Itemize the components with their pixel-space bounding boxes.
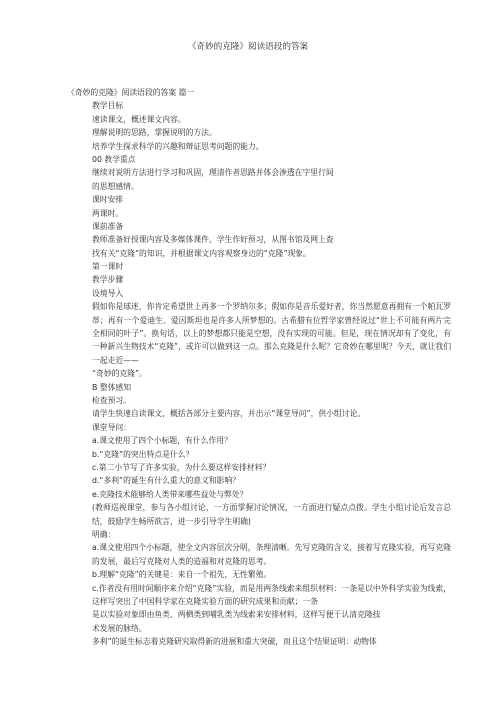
paragraph-line: a.课文使用了四个小标题，有什么作用？: [92, 436, 232, 446]
paragraph-line: 课时安排: [92, 195, 124, 205]
paragraph-line: c.作者没有用时间顺序来介绍“克隆”实验，而是用两条线索来组织材料：一条是以中外科学实验为线索，这样写突出了中国科学家在克隆实验方面的研究成果和贡献；一条: [92, 583, 451, 606]
paragraph-line: (教师巡视课堂，参与各小组讨论，一方面掌握讨论情况，一方面进行疑点点拨。学生小组讨论后发言总结，鼓励学生畅所欲言，进一步引导学生明确): [92, 503, 451, 526]
paragraph-line: 检查预习。: [92, 396, 131, 406]
paragraph-line: 课前准备: [92, 221, 124, 231]
paragraph-line: 请学生快速自读课文，概括各部分主要内容，并出示“课堂导问”，供小组讨论。: [92, 409, 366, 419]
paragraph-line: B 整体感知: [92, 382, 132, 392]
paragraph-line: 速读课文，概述课文内容。: [92, 114, 186, 124]
paragraph-line: 假如你是球迷，你肯定希望世上再多一个罗纳尔多；假如你是音乐爱好者，你当然愿意再拥有一个帕瓦罗蒂；再有一个爱迪生、爱因斯坦也是许多人所梦想的。古希腊有位哲学家曾经说过“世上不可能有两片完全相同的叶子”。换句话，以上的梦想都只能是空想，没有实现的可能。但是，现在情况却有了变化，有一种新兴生物技术“克隆”，或许可以做到这一点。那么克隆是什么呢？它奇妙在哪里呢？今天，就让我们一起走近——: [92, 302, 451, 365]
paragraph-line: 00 教学重点: [92, 154, 136, 164]
paragraph-line: 《奇妙的克隆》阅读语段的答案 篇一: [67, 88, 195, 97]
paragraph-line: 两课时。: [92, 208, 124, 218]
paragraph-line: e.克隆技术能够给人类带来哪些益处与弊处？: [92, 489, 248, 499]
paragraph-line: “奇妙的克隆”。: [92, 369, 147, 379]
paragraph-line: 教学目标: [92, 101, 124, 111]
paragraph-line: 课堂导问：: [92, 422, 131, 432]
paragraph-line: 术发展的脉络。: [92, 623, 147, 633]
paragraph-line: a.课文使用四个小标题，使全文内容层次分明，条理清晰。先写克隆的含义，接着写克隆实验，再写克隆的发展，最后写克隆对人类的造福和对克隆的思考。: [92, 543, 451, 566]
paragraph-line: 的思想感情。: [92, 181, 139, 191]
paragraph-line: 多利”的诞生标志着克隆研究取得新的进展和重大突破，而且这个结果证明：动物体: [92, 637, 377, 647]
paragraph-line: 继续对说明方法进行学习和巩固，理清作者思路并体会渗透在字里行间: [92, 168, 334, 178]
paragraph-line: 理解说明的思路，掌握说明的方法。: [92, 128, 217, 138]
paragraph-line: c.第二小节写了许多实验，为什么要这样安排材料？: [92, 463, 271, 473]
paragraph-line: d.“多利”的诞生有什么重大的意义和影响？: [92, 476, 241, 486]
paragraph-line: b.理解“克隆”的关键是：来自一个祖先，无性繁殖。: [92, 570, 272, 580]
paragraph-line: 找有关“克隆”的知识，并根据课文内容观察身边的“克隆”现象。: [92, 248, 311, 258]
paragraph-line: 明确：: [92, 530, 116, 539]
paragraph-line: 第一课时: [92, 262, 124, 272]
paragraph-line: 设境导入: [92, 288, 124, 298]
paragraph-line: 教师准备好授课内容及多媒体课件，学生作好预习，从图书馆及网上查: [92, 235, 334, 245]
paragraph-line: 培养学生探求科学的兴趣和辩证思考问题的能力。: [92, 141, 264, 151]
document-body: [67, 86, 451, 649]
paragraph-line: 是以实验对象即由鱼类、两栖类到哺乳类为线索来安排材料，这样写便于认清克隆技: [92, 610, 381, 620]
document-title: 《奇妙的克隆》阅读语段的答案: [187, 42, 309, 52]
paragraph-line: b.“克隆”的突出特点是什么？: [92, 449, 194, 459]
paragraph-line: 教学步骤: [92, 275, 124, 285]
